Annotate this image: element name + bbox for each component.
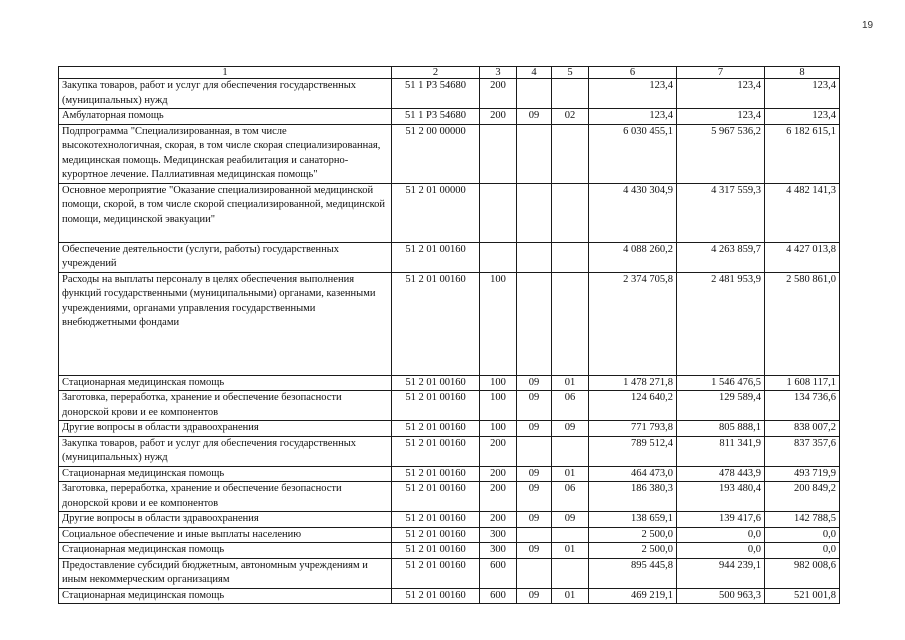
cell-subsection [552, 124, 589, 183]
cell-target-article: 51 2 01 00160 [392, 375, 480, 391]
cell-amount-year2: 0,0 [677, 527, 765, 543]
header-cell: 7 [677, 67, 765, 79]
cell-expense-type: 100 [480, 375, 517, 391]
cell-amount-year3: 982 008,6 [765, 558, 840, 588]
header-cell: 8 [765, 67, 840, 79]
cell-amount-year1: 464 473,0 [589, 466, 677, 482]
cell-target-article: 51 2 01 00160 [392, 543, 480, 559]
cell-target-article: 51 2 01 00160 [392, 272, 480, 375]
cell-section [517, 242, 552, 272]
cell-amount-year2: 500 963,3 [677, 588, 765, 604]
cell-expense-type: 200 [480, 466, 517, 482]
cell-expense-type: 200 [480, 512, 517, 528]
cell-amount-year3: 2 580 861,0 [765, 272, 840, 375]
cell-amount-year1: 469 219,1 [589, 588, 677, 604]
cell-expense-type: 200 [480, 436, 517, 466]
cell-section [517, 183, 552, 242]
cell-amount-year1: 138 659,1 [589, 512, 677, 528]
cell-amount-year1: 771 793,8 [589, 421, 677, 437]
header-cell: 4 [517, 67, 552, 79]
header-cell: 1 [59, 67, 392, 79]
cell-target-article: 51 1 P3 54680 [392, 109, 480, 125]
cell-subsection [552, 272, 589, 375]
cell-amount-year3: 6 182 615,1 [765, 124, 840, 183]
cell-target-article: 51 2 01 00000 [392, 183, 480, 242]
cell-expense-type: 200 [480, 109, 517, 125]
table-row [59, 466, 840, 482]
table-row [59, 482, 840, 512]
table-row [59, 558, 840, 588]
cell-section [517, 436, 552, 466]
cell-target-article: 51 2 01 00160 [392, 512, 480, 528]
cell-section [517, 558, 552, 588]
cell-expense-type [480, 242, 517, 272]
cell-name: Обеспечение деятельности (услуги, работы) государственных учреждений [59, 242, 392, 272]
cell-subsection: 06 [552, 482, 589, 512]
header-cell: 3 [480, 67, 517, 79]
cell-name: Предоставление субсидий бюджетным, автономным учреждениям и иным некоммерческим организациям [59, 558, 392, 588]
cell-target-article: 51 2 01 00160 [392, 588, 480, 604]
cell-expense-type: 300 [480, 543, 517, 559]
cell-subsection: 01 [552, 588, 589, 604]
cell-section: 09 [517, 512, 552, 528]
cell-name: Закупка товаров, работ и услуг для обеспечения государственных (муниципальных) нужд [59, 79, 392, 109]
cell-amount-year2: 129 589,4 [677, 391, 765, 421]
cell-subsection: 02 [552, 109, 589, 125]
cell-name: Расходы на выплаты персоналу в целях обеспечения выполнения функций государственными (муниципальными) органами, казенными учреждениями, органами управления государственными внебюджетными фондами [59, 272, 392, 375]
cell-amount-year1: 123,4 [589, 109, 677, 125]
cell-amount-year3: 493 719,9 [765, 466, 840, 482]
cell-section [517, 527, 552, 543]
cell-amount-year2: 478 443,9 [677, 466, 765, 482]
table-row [59, 79, 840, 109]
cell-amount-year2: 5 967 536,2 [677, 124, 765, 183]
cell-expense-type: 100 [480, 272, 517, 375]
table-row [59, 272, 840, 375]
table-row [59, 375, 840, 391]
cell-amount-year1: 123,4 [589, 79, 677, 109]
cell-amount-year3: 521 001,8 [765, 588, 840, 604]
table-row [59, 109, 840, 125]
cell-name: Стационарная медицинская помощь [59, 375, 392, 391]
cell-section: 09 [517, 109, 552, 125]
cell-amount-year1: 186 380,3 [589, 482, 677, 512]
cell-name: Амбулаторная помощь [59, 109, 392, 125]
cell-expense-type: 100 [480, 421, 517, 437]
cell-name: Подпрограмма "Специализированная, в том числе высокотехнологичная, скорая, в том числе скорая специализированная, медицинская помощь. Медицинская реабилитация и санаторно-курортное лечение. Паллиативная медицинская помощь" [59, 124, 392, 183]
cell-subsection [552, 79, 589, 109]
cell-name: Основное мероприятие "Оказание специализированной медицинской помощи, скорой, в том числе скорой специализированной, медицинской помощи, медицинской эвакуации" [59, 183, 392, 242]
header-cell: 5 [552, 67, 589, 79]
cell-amount-year1: 124 640,2 [589, 391, 677, 421]
cell-subsection [552, 242, 589, 272]
table-row [59, 588, 840, 604]
cell-amount-year3: 123,4 [765, 109, 840, 125]
cell-expense-type: 600 [480, 588, 517, 604]
cell-name: Другие вопросы в области здравоохранения [59, 512, 392, 528]
table-row [59, 183, 840, 242]
cell-target-article: 51 1 P3 54680 [392, 79, 480, 109]
cell-amount-year2: 193 480,4 [677, 482, 765, 512]
cell-subsection [552, 436, 589, 466]
cell-section: 09 [517, 466, 552, 482]
cell-amount-year3: 0,0 [765, 527, 840, 543]
cell-expense-type: 300 [480, 527, 517, 543]
table-row [59, 436, 840, 466]
cell-amount-year2: 4 317 559,3 [677, 183, 765, 242]
cell-target-article: 51 2 01 00160 [392, 391, 480, 421]
cell-name: Стационарная медицинская помощь [59, 588, 392, 604]
cell-expense-type [480, 183, 517, 242]
cell-amount-year3: 838 007,2 [765, 421, 840, 437]
cell-amount-year3: 837 357,6 [765, 436, 840, 466]
cell-expense-type: 100 [480, 391, 517, 421]
cell-name: Другие вопросы в области здравоохранения [59, 421, 392, 437]
cell-section [517, 79, 552, 109]
cell-amount-year3: 0,0 [765, 543, 840, 559]
cell-amount-year2: 2 481 953,9 [677, 272, 765, 375]
table-row [59, 527, 840, 543]
cell-target-article: 51 2 01 00160 [392, 527, 480, 543]
cell-amount-year1: 789 512,4 [589, 436, 677, 466]
cell-target-article: 51 2 01 00160 [392, 482, 480, 512]
cell-amount-year1: 2 500,0 [589, 527, 677, 543]
cell-name: Социальное обеспечение и иные выплаты населению [59, 527, 392, 543]
cell-amount-year2: 805 888,1 [677, 421, 765, 437]
header-cell: 6 [589, 67, 677, 79]
cell-amount-year3: 1 608 117,1 [765, 375, 840, 391]
cell-target-article: 51 2 00 00000 [392, 124, 480, 183]
cell-amount-year3: 4 427 013,8 [765, 242, 840, 272]
cell-expense-type: 600 [480, 558, 517, 588]
cell-subsection [552, 183, 589, 242]
table-row [59, 391, 840, 421]
cell-amount-year3: 200 849,2 [765, 482, 840, 512]
cell-amount-year2: 1 546 476,5 [677, 375, 765, 391]
cell-amount-year1: 895 445,8 [589, 558, 677, 588]
table-row [59, 543, 840, 559]
cell-amount-year3: 134 736,6 [765, 391, 840, 421]
cell-amount-year3: 142 788,5 [765, 512, 840, 528]
table-row [59, 512, 840, 528]
cell-subsection: 01 [552, 543, 589, 559]
cell-target-article: 51 2 01 00160 [392, 436, 480, 466]
cell-amount-year2: 123,4 [677, 109, 765, 125]
cell-amount-year1: 4 430 304,9 [589, 183, 677, 242]
table-header-row [59, 67, 840, 79]
table-row [59, 242, 840, 272]
cell-subsection: 06 [552, 391, 589, 421]
cell-target-article: 51 2 01 00160 [392, 242, 480, 272]
header-cell: 2 [392, 67, 480, 79]
cell-name: Заготовка, переработка, хранение и обеспечение безопасности донорской крови и ее компонентов [59, 482, 392, 512]
cell-amount-year1: 4 088 260,2 [589, 242, 677, 272]
cell-expense-type: 200 [480, 79, 517, 109]
cell-subsection: 01 [552, 375, 589, 391]
cell-expense-type: 200 [480, 482, 517, 512]
budget-table [58, 66, 840, 604]
cell-name: Заготовка, переработка, хранение и обеспечение безопасности донорской крови и ее компонентов [59, 391, 392, 421]
cell-amount-year3: 4 482 141,3 [765, 183, 840, 242]
cell-subsection: 01 [552, 466, 589, 482]
cell-subsection: 09 [552, 421, 589, 437]
cell-amount-year2: 811 341,9 [677, 436, 765, 466]
cell-name: Стационарная медицинская помощь [59, 466, 392, 482]
cell-amount-year2: 4 263 859,7 [677, 242, 765, 272]
cell-subsection [552, 527, 589, 543]
cell-amount-year2: 944 239,1 [677, 558, 765, 588]
cell-amount-year1: 2 500,0 [589, 543, 677, 559]
cell-section: 09 [517, 375, 552, 391]
page-number: 19 [862, 20, 874, 31]
cell-target-article: 51 2 01 00160 [392, 421, 480, 437]
cell-section [517, 124, 552, 183]
cell-section: 09 [517, 543, 552, 559]
cell-target-article: 51 2 01 00160 [392, 466, 480, 482]
cell-amount-year1: 2 374 705,8 [589, 272, 677, 375]
cell-subsection [552, 558, 589, 588]
cell-amount-year2: 139 417,6 [677, 512, 765, 528]
cell-amount-year2: 123,4 [677, 79, 765, 109]
table-row [59, 124, 840, 183]
cell-section: 09 [517, 482, 552, 512]
cell-section [517, 272, 552, 375]
cell-amount-year1: 1 478 271,8 [589, 375, 677, 391]
table-row [59, 421, 840, 437]
cell-section: 09 [517, 421, 552, 437]
cell-section: 09 [517, 588, 552, 604]
cell-amount-year2: 0,0 [677, 543, 765, 559]
cell-section: 09 [517, 391, 552, 421]
cell-amount-year3: 123,4 [765, 79, 840, 109]
cell-target-article: 51 2 01 00160 [392, 558, 480, 588]
cell-amount-year1: 6 030 455,1 [589, 124, 677, 183]
cell-subsection: 09 [552, 512, 589, 528]
cell-name: Закупка товаров, работ и услуг для обеспечения государственных (муниципальных) нужд [59, 436, 392, 466]
cell-expense-type [480, 124, 517, 183]
cell-name: Стационарная медицинская помощь [59, 543, 392, 559]
